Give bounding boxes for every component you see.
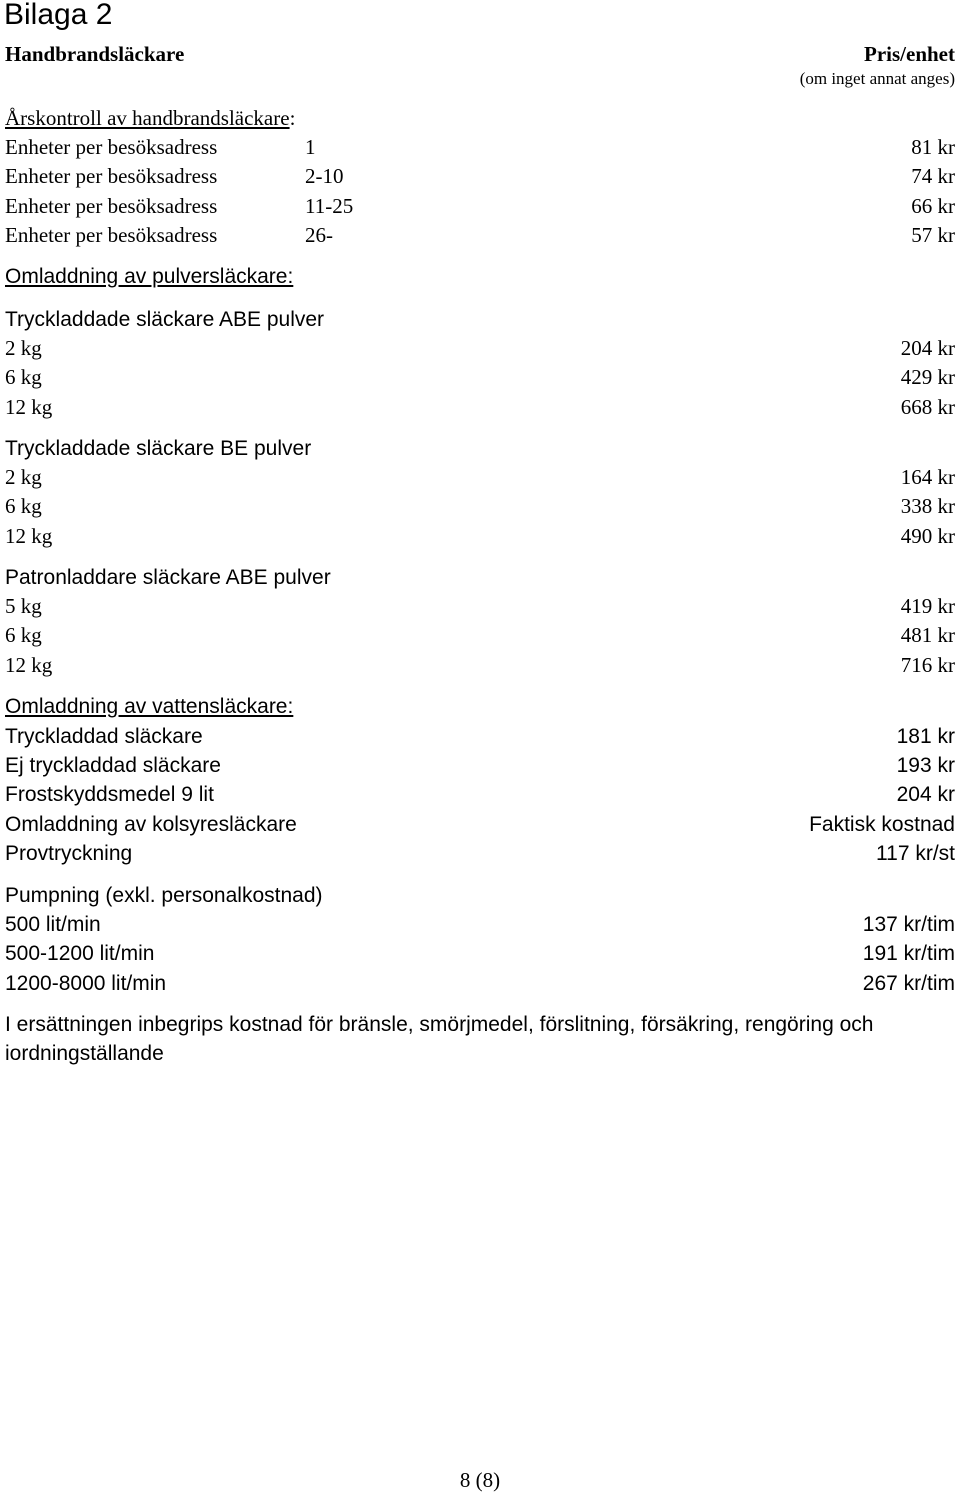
table-row: 2 kg 204 kr [5, 336, 955, 360]
column-header-price: Pris/enhet [864, 42, 955, 66]
table-row: 6 kg 429 kr [5, 365, 955, 389]
column-header-product: Handbrandsläckare [5, 42, 185, 66]
table-row: Tryckladdad släckare 181 kr [5, 725, 955, 748]
table-row: 12 kg 716 kr [5, 653, 955, 677]
section-title-pulver: Omladdning av pulversläckare: [5, 265, 294, 288]
table-row: Provtryckning 117 kr/st [5, 842, 955, 865]
table-row: Enheter per besöksadress 2-10 74 kr [5, 164, 955, 188]
page-title: Bilaga 2 [4, 0, 113, 31]
section-title-pumpning: Pumpning (exkl. personalkostnad) [5, 884, 323, 907]
table-row: Enheter per besöksadress 1 81 kr [5, 135, 955, 159]
footer-note: I ersättningen inbegrips kostnad för bränsle, smörjmedel, förslitning, försäkring, rengöring och iordningställande [5, 1013, 874, 1065]
table-row: 6 kg 338 kr [5, 494, 955, 518]
group-title: Patronladdare släckare ABE pulver [5, 566, 331, 589]
group-title: Tryckladdade släckare BE pulver [5, 437, 312, 460]
table-row: 5 kg 419 kr [5, 594, 955, 618]
table-row: 500-1200 lit/min 191 kr/tim [5, 942, 955, 965]
table-row: Frostskyddsmedel 9 lit 204 kr [5, 783, 955, 806]
table-row: 1200-8000 lit/min 267 kr/tim [5, 972, 955, 995]
page-number: 8 (8) [459, 1468, 501, 1492]
section-title-arskontroll: Årskontroll av handbrandsläckare: [5, 106, 296, 130]
group-title: Tryckladdade släckare ABE pulver [5, 308, 325, 331]
table-row: 6 kg 481 kr [5, 623, 955, 647]
table-row: 500 lit/min 137 kr/tim [5, 913, 955, 936]
section-title-vatten: Omladdning av vattensläckare: [5, 695, 294, 718]
table-row: Ej tryckladdad släckare 193 kr [5, 754, 955, 777]
table-row: 12 kg 668 kr [5, 395, 955, 419]
table-row: Enheter per besöksadress 26- 57 kr [5, 223, 955, 247]
price-column-note: (om inget annat anges) [799, 69, 955, 88]
table-row: 12 kg 490 kr [5, 524, 955, 548]
table-row: Enheter per besöksadress 11-25 66 kr [5, 194, 955, 218]
table-row: 2 kg 164 kr [5, 465, 955, 489]
table-row: Omladdning av kolsyresläckare Faktisk kostnad [5, 813, 955, 836]
